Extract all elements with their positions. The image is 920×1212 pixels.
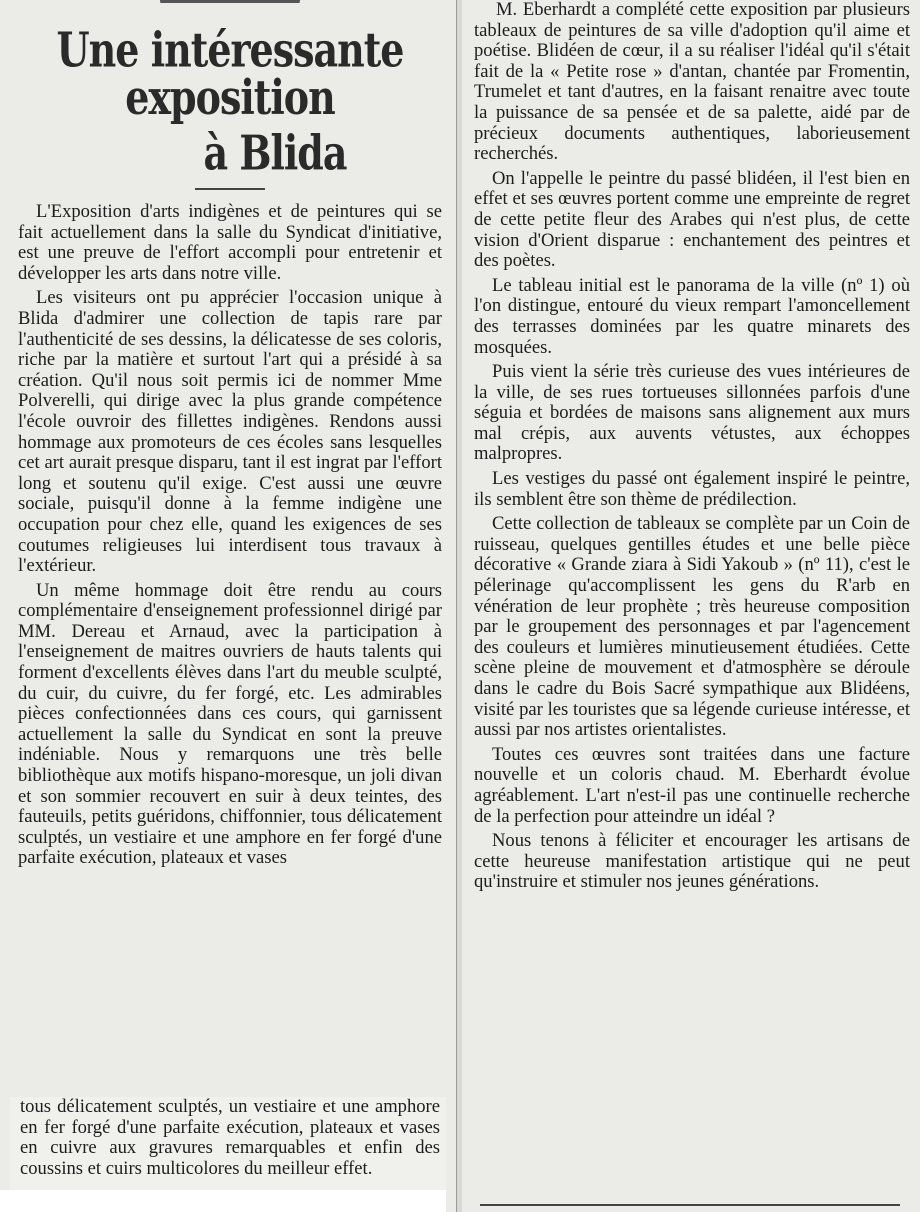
right-paragraph: Toutes ces œuvres sont traitées dans une facture nouvelle et un coloris chaud. M. Eberhardt évolue agréablement. L'art n'est-il pas une continuelle recherche de la perfection pour atteindre un idéal ? [474, 743, 910, 827]
headline-line-1: Une intéressante exposition [56, 21, 404, 126]
right-paragraph: Cette collection de tableaux se complète par un Coin de ruisseau, quelques gentilles études et une belle pièce décorative « Grande ziara à Sidi Yakoub » (nº 11), c'est le pélerinage qu'accomplissent les gens du R'arb en vénération de leur prophète ; très heureuse composition par le groupement des personnages et par l'agencement des couleurs et lumières minutieusement étudiées. Cette scène pleine de mouvement et d'atmosphère se déroule dans le cadre du Bois Sacré sympathique aux Blidéens, visité par les touristes que sa légende curieuse intéresse, et aussi par nos artistes orientalistes. [474, 513, 910, 741]
right-paragraph: Les vestiges du passé ont également inspiré le peintre, ils semblent être son thème de prédilection. [474, 468, 910, 510]
page-edge [0, 1190, 446, 1212]
headline [18, 21, 442, 181]
left-paragraph: Un même hommage doit être rendu au cours complémentaire d'enseignement professionnel dirigé par MM. Dereau et Arnaud, avec la participation à l'enseignement de maitres ouvriers de hauts talents qui forment d'excellents élèves dans l'art du meuble sculpté, du cuir, du cuivre, du fer forgé, etc. Les admirables pièces confectionnées dans ces cours, qui garnissent actuellement la salle du Syndicat en sont la preuve indéniable. Nous y remarquons une très belle bibliothèque aux motifs hispano-moresque, un joli divan et son sommier recouvert en suir à deux teintes, des fauteuils, petits guéridons, chiffonnier, tous délicatement sculptés, un vestiaire et une amphore en fer forgé d'une parfaite exécution, plateaux et vases [18, 579, 442, 869]
headline-rule [195, 188, 265, 190]
right-paragraph: Le tableau initial est le panorama de la ville (nº 1) où l'on distingue, entouré du vieux rempart l'amoncellement des terrasses dominées par les quatre minarets des mosquées. [474, 274, 910, 358]
left-paragraph: L'Exposition d'arts indigènes et de peintures qui se fait actuellement dans la salle du Syndicat d'initiative, est une preuve de l'effort accompli pour entretenir et développer les arts dans notre ville. [18, 201, 442, 284]
bottom-rule [480, 1204, 900, 1206]
right-paragraph: On l'appelle le peintre du passé blidéen, il l'est bien en effet et ses œuvres portent comme une empreinte de regret de cette petite fleur des Arabes qui n'est plus, de cette vision d'Orient disparue : enchantement des peintres et des poètes. [474, 167, 910, 272]
right-column [462, 0, 920, 1212]
right-paragraph: M. Eberhardt a complété cette exposition par plusieurs tableaux de peintures de sa ville d'adoption qu'il aime et poétise. Blidéen de cœur, il a su réaliser l'idéal qu'il s'était fait de la « Petite rose » d'antan, chantée par Fromentin, Trumelet et tant d'autres, en la faisant renaitre avec toute la puissance de sa pensée et de sa palette, aidé par de précieux documents authentiques, laborieusement recherchés. [474, 0, 910, 165]
right-paragraph: Nous tenons à féliciter et encourager les artisans de cette heureuse manifestation artistique qui ne peut qu'instruire et stimuler nos jeunes générations. [474, 830, 910, 893]
top-ornament-rule [160, 0, 300, 9]
repeated-paragraph: tous délicatement sculptés, un vestiaire et une amphore en fer forgé d'une parfaite exécution, plateaux et vases en cuivre aux gravures remarquables et enfin des coussins et cuirs multicolores du meilleur effet. [20, 1096, 440, 1179]
left-column [0, 0, 456, 1212]
headline-line-2: à Blida [203, 124, 347, 181]
right-paragraph: Puis vient la série très curieuse des vues intérieures de la ville, de ses rues tortueuses sillonnées parfois d'une séguia et bordées de maisons sans alignement aux murs mal crépis, aux auvents vétustes, aux échoppes malpropres. [474, 361, 910, 465]
left-paragraph: Les visiteurs ont pu apprécier l'occasion unique à Blida d'admirer une collection de tapis rare par l'authenticité de ses dessins, la délicatesse de ses coloris, riche par la matière et surtout l'art qui a présidé à sa création. Qu'il nous soit permis ici de nommer Mme Polverelli, qui dirige avec la plus grande compétence l'école ouvroir des fillettes indigènes. Rendons aussi hommage aux promoteurs de ces écoles sans lesquelles cet art aurait presque disparu, tant il est ingrat par l'effort long et soutenu qu'il exige. C'est aussi une œuvre sociale, puisqu'il donne à la femme indigène une occupation pour chez elle, quand les exigences de ses coutumes religieuses lui interdisent tous travaux à l'extérieur. [18, 287, 442, 577]
